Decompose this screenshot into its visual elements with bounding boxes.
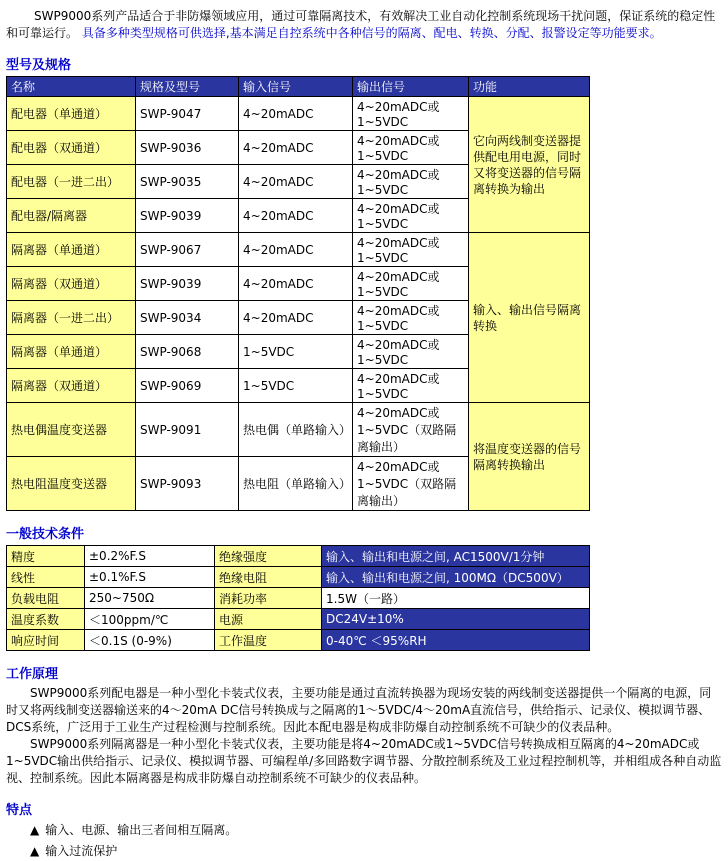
cell-output: 4~20mADC或1~5VDC bbox=[353, 165, 469, 199]
cell-input: 热电偶（单路输入） bbox=[239, 403, 353, 457]
cell-output: 4~20mADC或1~5VDC（双路隔离输出） bbox=[353, 457, 469, 511]
section-title-principle: 工作原理 bbox=[6, 667, 59, 682]
cell-input: 4~20mADC bbox=[239, 233, 353, 267]
cell-name: 隔离器（一进二出） bbox=[7, 301, 136, 335]
cell-input: 4~20mADC bbox=[239, 301, 353, 335]
table-row bbox=[7, 97, 590, 131]
cell-input: 4~20mADC bbox=[239, 267, 353, 301]
cell-input: 4~20mADC bbox=[239, 131, 353, 165]
cell-label: 负载电阻 bbox=[7, 588, 85, 609]
cell-value: 1.5W（一路） bbox=[322, 588, 590, 609]
principle-paragraph-1: SWP9000系列配电器是一种小型化卡装式仪表，主要功能是通过直流转换器为现场安装的两线制变送器提供一个隔离的电源，同时又将两线制变送器输送来的4～20mA DC信号转换成与之隔离的1～5VDC/4～20mA直流信号，供给指示、记录仪、模拟调节器、DCS系统，广泛用于工业生产过程检测与控制系统。因此本配电器是构成非防爆自动控制系统不可缺少的仪表品种。 bbox=[6, 686, 712, 734]
cell-output: 4~20mADC或1~5VDC bbox=[353, 369, 469, 403]
table-row bbox=[7, 630, 590, 651]
col-header-name: 名称 bbox=[7, 77, 136, 97]
table-row bbox=[7, 567, 590, 588]
section-title-features: 特点 bbox=[6, 803, 33, 818]
models-table bbox=[6, 76, 590, 511]
cell-model: SWP-9069 bbox=[136, 369, 239, 403]
cell-label: 绝缘强度 bbox=[215, 546, 322, 567]
cell-name: 隔离器（单通道） bbox=[7, 233, 136, 267]
cell-output: 4~20mADC或1~5VDC bbox=[353, 131, 469, 165]
cell-output: 4~20mADC或1~5VDC bbox=[353, 199, 469, 233]
cell-value: 0-40℃ ＜95%RH bbox=[322, 630, 590, 651]
principle-paragraph-2: SWP9000系列隔离器是一种小型化卡装式仪表，主要功能是将4~20mADC或1~5VDC信号转换成相互隔离的4~20mADC或1~5VDC输出供给指示、记录仪、模拟调节器、可编程单/多回路数字调节器、分散控制系统及工业过程控制机等，并相组成各种自动监视、控制系统。因此本隔离器是构成非防爆自动控制系统不可缺少的仪表品种。 bbox=[6, 737, 722, 785]
cell-label: 精度 bbox=[7, 546, 85, 567]
cell-name: 热电阻温度变送器 bbox=[7, 457, 136, 511]
cell-function-group-1: 它向两线制变送器提供配电用电源，同时又将变送器的信号隔离转换为输出 bbox=[469, 97, 590, 233]
cell-input: 4~20mADC bbox=[239, 165, 353, 199]
cell-value: DC24V±10% bbox=[322, 609, 590, 630]
cell-output: 4~20mADC或1~5VDC bbox=[353, 233, 469, 267]
cell-value: 输入、输出和电源之间, 100MΩ（DC500V） bbox=[322, 567, 590, 588]
cell-model: SWP-9068 bbox=[136, 335, 239, 369]
cell-model: SWP-9093 bbox=[136, 457, 239, 511]
cell-value: 输入、输出和电源之间, AC1500V/1分钟 bbox=[322, 546, 590, 567]
cell-value: ＜0.1S (0-9%) bbox=[85, 630, 215, 651]
cell-model: SWP-9034 bbox=[136, 301, 239, 335]
triangle-bullet-icon: ▲ bbox=[30, 823, 40, 837]
list-item bbox=[30, 821, 722, 840]
table-row bbox=[7, 233, 590, 267]
intro-text-blue: 具备多种类型规格可供选择,基本满足自控系统中各种信号的隔离、配电、转换、分配、报警设定等功能要求。 bbox=[78, 26, 662, 40]
table-row bbox=[7, 588, 590, 609]
cell-label: 工作温度 bbox=[215, 630, 322, 651]
cell-output: 4~20mADC或1~5VDC bbox=[353, 97, 469, 131]
cell-output: 4~20mADC或1~5VDC bbox=[353, 267, 469, 301]
cell-value: 250~750Ω bbox=[85, 588, 215, 609]
cell-input: 4~20mADC bbox=[239, 97, 353, 131]
col-header-model: 规格及型号 bbox=[136, 77, 239, 97]
cell-name: 隔离器（双通道） bbox=[7, 267, 136, 301]
cell-model: SWP-9039 bbox=[136, 199, 239, 233]
cell-model: SWP-9091 bbox=[136, 403, 239, 457]
feature-text: 输入过流保护 bbox=[45, 844, 118, 858]
principle-section bbox=[6, 685, 722, 787]
features-list bbox=[6, 821, 722, 861]
cell-input: 1~5VDC bbox=[239, 369, 353, 403]
cell-name: 配电器（双通道） bbox=[7, 131, 136, 165]
cell-output: 4~20mADC或1~5VDC（双路隔离输出） bbox=[353, 403, 469, 457]
cell-label: 绝缘电阻 bbox=[215, 567, 322, 588]
cell-input: 热电阻（单路输入） bbox=[239, 457, 353, 511]
col-header-output: 输出信号 bbox=[353, 77, 469, 97]
cell-label: 响应时间 bbox=[7, 630, 85, 651]
cell-value: ＜100ppm/℃ bbox=[85, 609, 215, 630]
cell-model: SWP-9035 bbox=[136, 165, 239, 199]
cell-label: 线性 bbox=[7, 567, 85, 588]
cell-output: 4~20mADC或1~5VDC bbox=[353, 335, 469, 369]
cell-input: 4~20mADC bbox=[239, 199, 353, 233]
cell-value: ±0.2%F.S bbox=[85, 546, 215, 567]
section-title-tech: 一般技术条件 bbox=[6, 527, 85, 542]
cell-value: ±0.1%F.S bbox=[85, 567, 215, 588]
table-row bbox=[7, 403, 590, 457]
cell-function-group-2: 输入、输出信号隔离转换 bbox=[469, 233, 590, 403]
cell-name: 配电器/隔离器 bbox=[7, 199, 136, 233]
col-header-input: 输入信号 bbox=[239, 77, 353, 97]
cell-model: SWP-9067 bbox=[136, 233, 239, 267]
intro-paragraph bbox=[6, 8, 722, 42]
cell-name: 隔离器（单通道） bbox=[7, 335, 136, 369]
models-header-row bbox=[7, 77, 590, 97]
cell-model: SWP-9039 bbox=[136, 267, 239, 301]
col-header-func: 功能 bbox=[469, 77, 590, 97]
cell-label: 温度系数 bbox=[7, 609, 85, 630]
cell-function-group-3: 将温度变送器的信号隔离转换输出 bbox=[469, 403, 590, 511]
feature-text: 输入、电源、输出三者间相互隔离。 bbox=[45, 823, 238, 837]
cell-input: 1~5VDC bbox=[239, 335, 353, 369]
cell-model: SWP-9047 bbox=[136, 97, 239, 131]
cell-name: 热电偶温度变送器 bbox=[7, 403, 136, 457]
cell-label: 电源 bbox=[215, 609, 322, 630]
cell-label: 消耗功率 bbox=[215, 588, 322, 609]
cell-name: 配电器（一进二出） bbox=[7, 165, 136, 199]
cell-name: 隔离器（双通道） bbox=[7, 369, 136, 403]
table-row bbox=[7, 546, 590, 567]
intro-text-black: SWP9000系列产品适合于非防爆领域应用，通过可靠隔离技术，有效解决工业自动化控制系统现场干扰问题，保证系统的稳定性和可靠运行。 bbox=[6, 9, 716, 40]
tech-table bbox=[6, 545, 590, 651]
section-title-models: 型号及规格 bbox=[6, 58, 72, 73]
cell-output: 4~20mADC或1~5VDC bbox=[353, 301, 469, 335]
table-row bbox=[7, 609, 590, 630]
cell-name: 配电器（单通道） bbox=[7, 97, 136, 131]
triangle-bullet-icon: ▲ bbox=[30, 844, 40, 858]
list-item bbox=[30, 842, 722, 861]
cell-model: SWP-9036 bbox=[136, 131, 239, 165]
